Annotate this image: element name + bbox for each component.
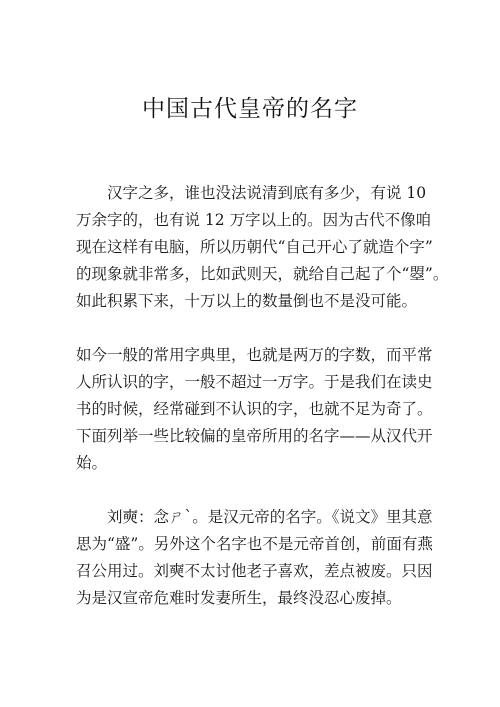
text-line: 始。 xyxy=(76,454,108,472)
text-line: 为是汉宣帝危难时发妻所生，最终没忍心废掉。 xyxy=(76,589,402,607)
text-line: 汉字之多，谁也没法说清到底有多少，有说 10 xyxy=(107,184,427,202)
text-line: 的现象就非常多，比如武则天，就给自己起了个“曌”。 xyxy=(76,265,449,283)
paragraph-3 xyxy=(76,504,436,612)
text-line: 现在这样有电脑，所以历朝代“自己开心了就造个字” xyxy=(76,238,433,256)
article-body xyxy=(76,180,449,639)
text-line: 刘奭：念ㄕˋ。是汉元帝的名字。《说文》里其意 xyxy=(107,508,433,526)
paragraph-1 xyxy=(76,180,449,315)
paragraph-2 xyxy=(76,342,436,477)
text-line: 书的时候，经常碰到不认识的字，也就不足为奇了。 xyxy=(76,400,433,418)
page-title: 中国古代皇帝的名字 xyxy=(142,96,358,122)
text-line: 万余字的，也有说 12 万字以上的。因为古代不像咱 xyxy=(76,211,432,229)
text-line: 召公用过。刘奭不太讨他老子喜欢，差点被废。只因 xyxy=(76,562,433,580)
text-line: 思为“盛”。另外这个名字也不是元帝首创，前面有燕 xyxy=(76,535,433,553)
text-line: 如今一般的常用字典里，也就是两万的字数，而平常 xyxy=(76,346,433,364)
text-line: 下面列举一些比较偏的皇帝所用的名字——从汉代开 xyxy=(76,427,433,445)
text-line: 如此积累下来，十万以上的数量倒也不是没可能。 xyxy=(76,292,418,310)
text-line: 人所认识的字，一般不超过一万字。于是我们在读史 xyxy=(76,373,433,391)
